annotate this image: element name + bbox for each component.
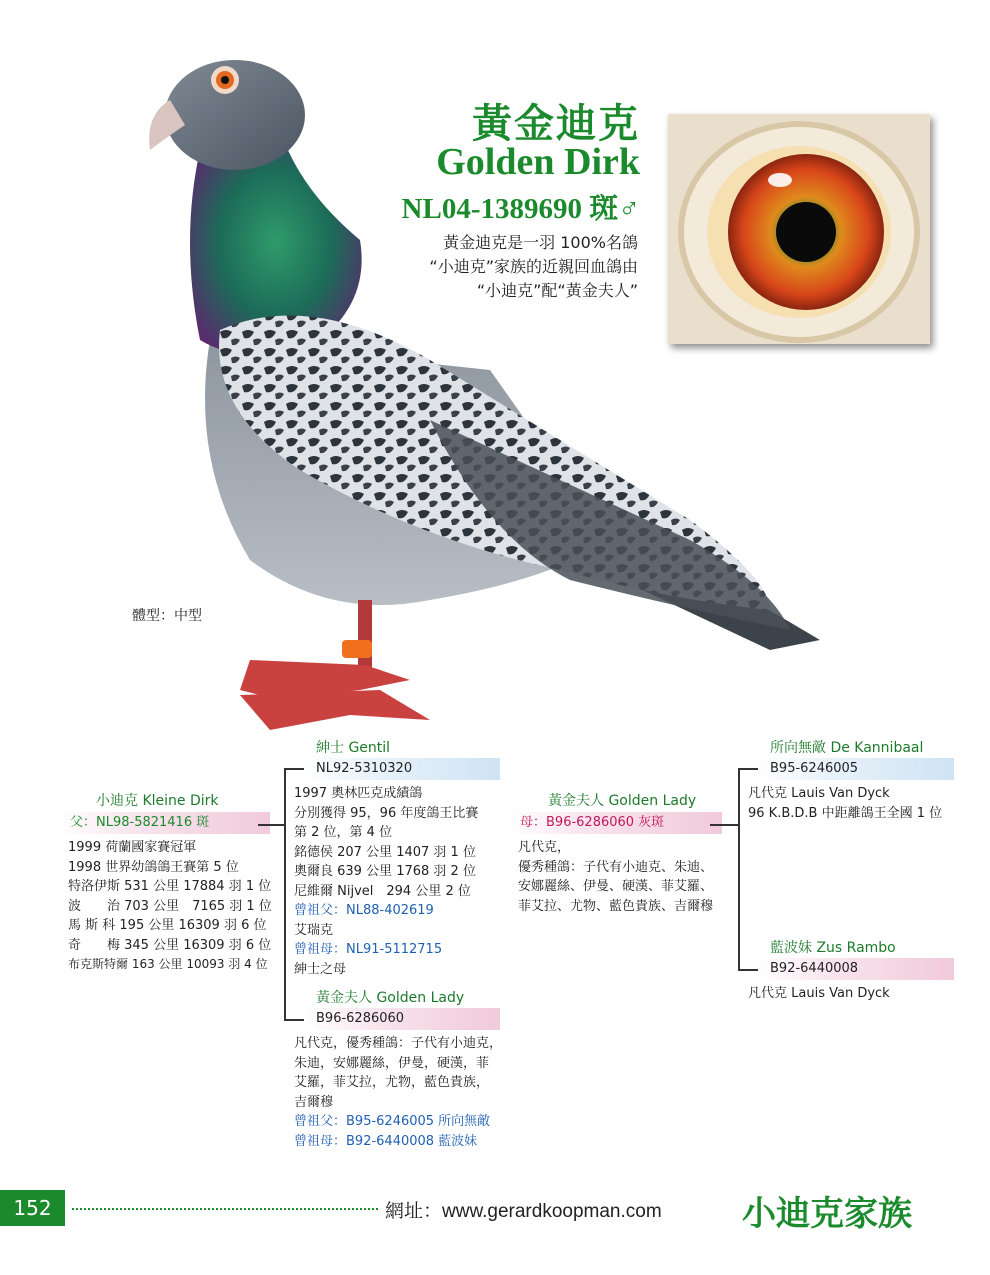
intro-line: “小迪克”家族的近親回血鴿由	[429, 257, 638, 276]
intro-line: “小迪克”配“黃金夫人”	[476, 281, 638, 300]
title-english: Golden Dirk	[436, 141, 640, 183]
sire-name: 小迪克 Kleine Dirk	[96, 793, 219, 809]
result-line: 馬 斯 科 195 公里 16309 羽 6 位	[68, 918, 267, 933]
intro-line: 黃金迪克是一羽 100%名鴿	[443, 233, 638, 252]
sire-dam-details	[294, 1034, 502, 1151]
dam-dam-details	[748, 984, 890, 1004]
detail-line: 菲艾拉、尤物、藍色貴族、吉爾穆	[518, 898, 714, 914]
sire-sire-details	[294, 784, 478, 979]
detail-line: 凡代克，	[518, 840, 571, 855]
title-chinese: 黃金迪克	[472, 100, 640, 147]
dam-ring: 母：B96-6286060 灰斑	[508, 812, 722, 834]
detail-line: 1997 奧林匹克成績鴿	[294, 786, 423, 801]
result-line: 波 治 703 公里 7165 羽 1 位	[68, 898, 272, 914]
ring-number: NL04-1389690 斑♂	[401, 193, 640, 225]
detail-line: 艾羅，菲艾拉，尤物，藍色貴族，	[294, 1075, 490, 1090]
great-grandsire: 曾祖父：NL88-402619	[294, 903, 434, 918]
page-number: 152	[0, 1190, 65, 1226]
sire-dam-ring: B96-6286060	[304, 1008, 500, 1030]
detail-line: 凡代克，優秀種鴿：子代有小迪克，	[294, 1036, 503, 1051]
detail-line: 奧爾良 639 公里 1768 羽 2 位	[294, 864, 476, 879]
sire-results	[68, 838, 272, 975]
detail-line: 銘德侯 207 公里 1407 羽 1 位	[294, 844, 476, 860]
pedigree-connector	[284, 768, 306, 770]
sire-sire-ring: NL92-5310320	[304, 758, 500, 780]
great-granddam: 曾祖母：B92-6440008 藍波妹	[294, 1133, 478, 1149]
dam-sire-details	[748, 784, 942, 823]
footer-title: 小迪克家族	[742, 1194, 912, 1234]
pedigree-connector	[738, 969, 760, 971]
dam-dam-name: 藍波妹 Zus Rambo	[770, 940, 896, 956]
sire-ring: 父：NL98-5821416 斑	[58, 812, 270, 834]
result-line: 奇 梅 345 公里 16309 羽 6 位	[68, 937, 272, 953]
body-type-label: 體型：中型	[132, 608, 202, 624]
eye-photo	[668, 114, 930, 344]
result-line: 1998 世界幼鴿鴿王賽第 5 位	[68, 859, 239, 875]
detail-line: 凡代克 Lauis Van Dyck	[748, 786, 890, 801]
pedigree-connector	[738, 768, 760, 770]
dam-sire-ring: B95-6246005	[758, 758, 954, 780]
result-line: 布克斯特爾 163 公里 10093 羽 4 位	[68, 957, 268, 971]
detail-line: 96 K.B.D.B 中距離鴿王全國 1 位	[748, 805, 943, 821]
pedigree-connector	[710, 824, 740, 826]
detail-line: 尼維爾 Nijvel 294 公里 2 位	[294, 883, 471, 899]
detail-line: 吉爾穆	[294, 1094, 334, 1110]
dotted-divider	[72, 1208, 378, 1210]
sire-sire-name: 紳士 Gentil	[316, 740, 391, 756]
great-grandsire: 曾祖父：B95-6246005 所向無敵	[294, 1114, 491, 1129]
dam-details	[518, 838, 713, 916]
sire-dam-name: 黃金夫人 Golden Lady	[316, 990, 465, 1006]
pedigree-connector	[284, 1019, 306, 1021]
great-grandsire-name: 艾瑞克	[294, 922, 334, 938]
dam-name: 黃金夫人 Golden Lady	[548, 793, 697, 809]
dam-sire-name: 所向無敵 De Kannibaal	[770, 740, 924, 756]
dam-dam-ring: B92-6440008	[758, 958, 954, 980]
result-line: 特洛伊斯 531 公里 17884 羽 1 位	[68, 879, 272, 894]
website-link[interactable]: 網址：www.gerardkoopman.com	[385, 1201, 662, 1222]
detail-line: 安娜麗絲、伊曼、硬漢、菲艾羅、	[518, 879, 714, 894]
detail-line: 第 2 位，第 4 位	[294, 825, 393, 840]
detail-line: 優秀種鴿：子代有小迪克、朱迪、	[518, 859, 714, 875]
pedigree-connector	[284, 768, 286, 1020]
pedigree-connector	[258, 824, 286, 826]
great-granddam: 曾祖母：NL91-5112715	[294, 942, 443, 957]
pedigree-connector	[738, 768, 740, 971]
great-granddam-name: 紳士之母	[294, 961, 347, 977]
detail-line: 朱迪，安娜麗絲，伊曼，硬漢，菲	[294, 1055, 490, 1071]
detail-line: 分別獲得 95，96 年度鴿王比賽	[294, 805, 479, 821]
result-line: 1999 荷蘭國家賽冠軍	[68, 840, 197, 855]
detail-line: 凡代克 Lauis Van Dyck	[748, 986, 890, 1001]
